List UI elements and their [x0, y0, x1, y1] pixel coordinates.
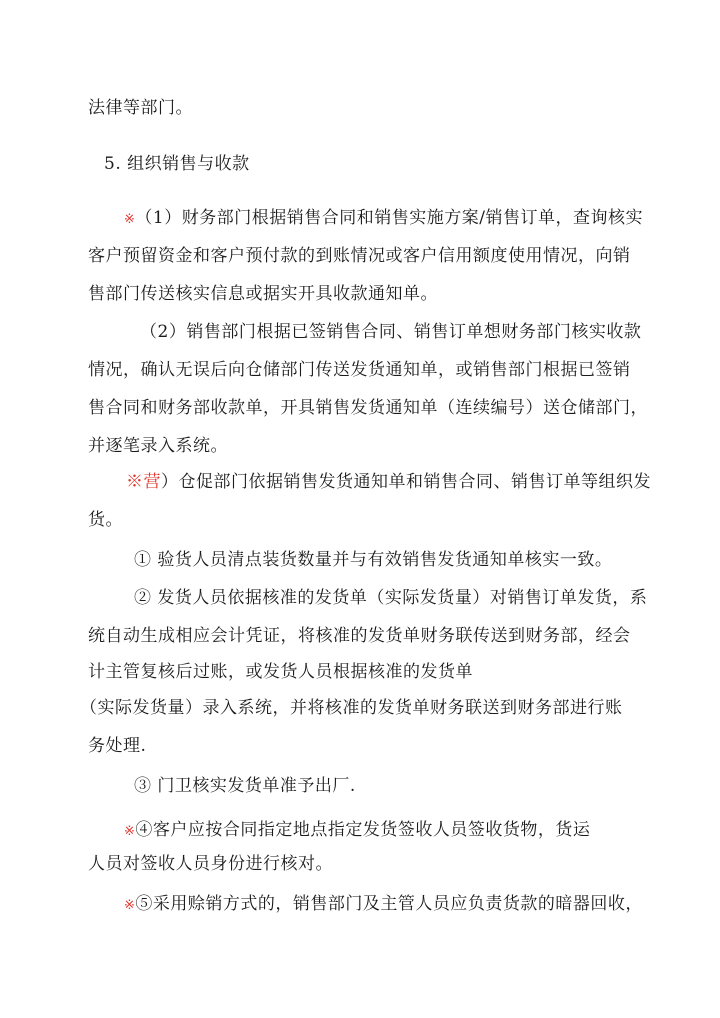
text-line: ※营）仓促部门依据销售发货通知单和销售合同、销售订单等组织发 — [126, 472, 651, 492]
text-line: 法律等部门。 — [88, 98, 193, 118]
text-line: ※⑤采用赊销方式的，销售部门及主管人员应负责货款的暗器回收， — [124, 894, 643, 914]
text-line: （2）销售部门根据已签销售合同、销售订单想财务部门核实收款 — [140, 322, 642, 342]
text-line: 务处理. — [88, 736, 147, 756]
text-line: （实际发货量）录入系统，并将核准的发货单财务联送到财务部进行账 — [80, 698, 623, 718]
text-line: 统自动生成相应会计凭证，将核准的发货单财务联传送到财务部，经会 — [88, 626, 631, 646]
reference-mark: ※营 — [126, 472, 161, 492]
text-line: ① 验货人员清点装货数量并与有效销售发货通知单核实一致。 — [134, 550, 613, 570]
text-line: 客户预留资金和客户预付款的到账情况或客户信用额度使用情况，向销 — [88, 246, 631, 266]
section-heading: 5. 组织销售与收款 — [104, 154, 250, 174]
reference-mark: ※ — [124, 898, 136, 913]
text-line: ※④客户应按合同指定地点指定发货签收人员签收货物，货运 — [124, 820, 591, 840]
text-line: 情况，确认无误后向仓储部门传送发货通知单，或销售部门根据已签销 — [88, 360, 631, 380]
text-line: 售部门传送核实信息或据实开具收款通知单。 — [88, 284, 438, 304]
text-line: ② 发货人员依据核准的发货单（实际发货量）对销售订单发货，系 — [134, 588, 648, 608]
text-line: ※（1）财务部门根据销售合同和销售实施方案/销售订单，查询核实 — [124, 208, 643, 228]
text-line: 售合同和财务部收款单，开具销售发货通知单（连续编号）送仓储部门， — [88, 398, 648, 418]
text-line: 货。 — [88, 510, 123, 530]
text-line: 人员对签收人员身份进行核对。 — [88, 854, 333, 874]
text-line: ③ 门卫核实发货单准予出厂. — [134, 776, 356, 796]
text-line: 计主管复核后过账，或发货人员根据核准的发货单 — [88, 662, 473, 682]
reference-mark: ※ — [124, 212, 136, 227]
reference-mark: ※ — [124, 824, 136, 839]
text-line: 并逐笔录入系统。 — [88, 436, 228, 456]
